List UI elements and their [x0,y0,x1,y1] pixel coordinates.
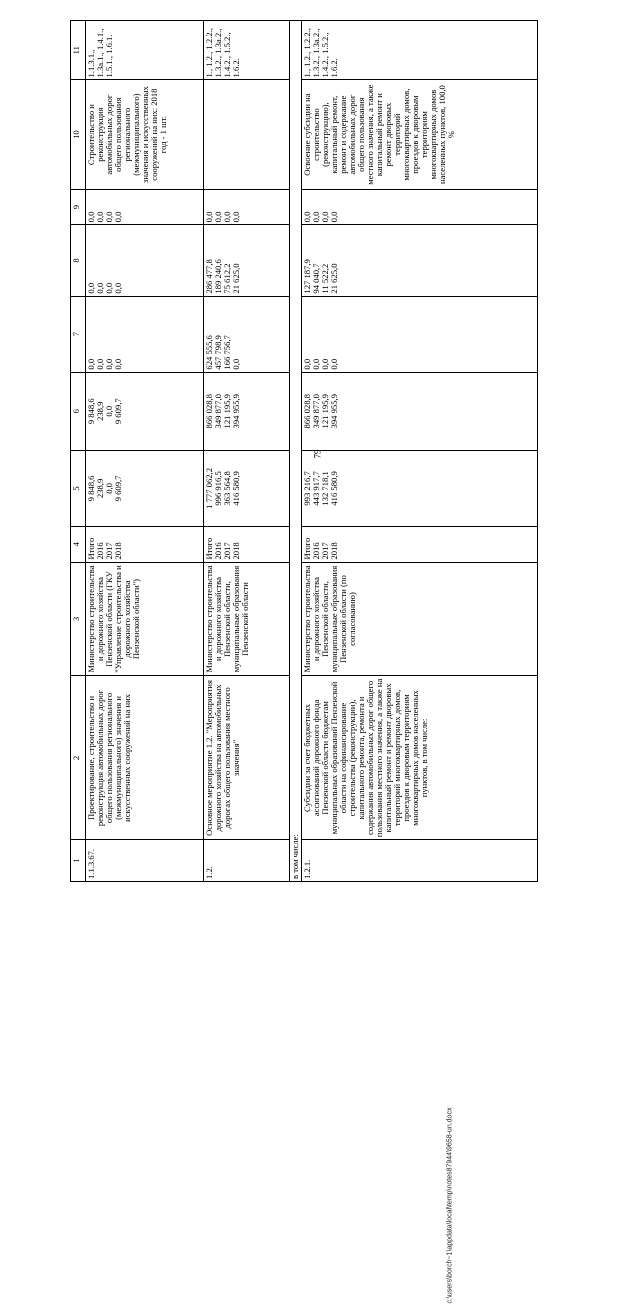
value: 286 477,8 [204,259,214,294]
value: 0,0 [213,211,224,223]
year-2017: 2017 [104,542,115,560]
table-row [302,21,538,882]
value: 993 216,7 [302,471,313,506]
cell-number: 1.2. [204,840,290,882]
cell-col9 [86,189,204,225]
col-header-7: 7 [71,296,86,372]
value: 0,0 [86,282,96,294]
cell-indicator: Строительство и реконструкция автомобильных дорог общего пользования регионального (межмуниципального) значения и искусственных сооружений на них: 2018 год - 1 шт. [86,80,204,189]
value: 0,0 [86,358,96,370]
value: 394 955,9 [231,394,242,429]
value: 21 625,0 [231,263,242,294]
value: 0,0 [104,358,115,370]
value: 0,0 [320,211,331,223]
cell-years [302,526,538,562]
value: 11 522,2 [320,263,331,294]
value: 0,0 [95,358,106,370]
cell-col8 [86,225,204,296]
value: 1 777 062,2 [204,468,214,509]
value: 416 580,9 [231,471,242,506]
value: 349 877,0 [311,394,322,429]
cell-target-link: 1., 1.2., 1.2.2., 1.3.2., 1.3a.2., 1.4.2., 1.5.2., 1.6.2. [302,21,538,81]
cell-col6 [86,372,204,450]
value: 443 917,7 [311,471,322,506]
year-2017: 2017 [222,542,233,560]
col-header-4: 4 [71,526,86,562]
year-total: Итого [86,537,96,560]
value: 0,0 [302,211,313,223]
col-header-1: 1 [71,840,86,882]
year-2018: 2018 [231,542,242,560]
cell-col5 [204,450,290,526]
header-row [71,21,86,882]
value: 238,9 [95,478,106,499]
cell-indicator: Освоение субсидии на строительство (реконструкцию), капитальный ремонт, ремонт и содержание автомобильных дорог общего пользования местного значения, а также капитальный ремонт и ремонт дворовых территорий многоквартирных домов, проездов к дворовым территориям многоквартирных домов населенных пунктов, 100,0 % [302,80,538,189]
col-header-3: 3 [71,562,86,676]
cell-executor: Министерство строительства и дорожного хозяйства Пензенской области (ГКУ "Управление строительства и дорожного хозяйства Пензенской области") [86,562,204,676]
value: 75 612,2 [222,263,233,294]
cell-col7 [204,296,290,372]
value: 0,0 [113,211,124,223]
value: 189 240,6 [213,259,224,294]
cell-col8 [302,225,538,296]
value: 0,0 [95,282,106,294]
value: 0,0 [329,358,340,370]
year-2018: 2018 [329,542,340,560]
value: 0,0 [113,358,124,370]
col-header-2: 2 [71,676,86,840]
value: 0,0 [113,282,124,294]
cell-col7 [302,296,538,372]
section-label-row [290,21,302,882]
value: 238,9 [95,401,106,421]
value: 363 564,8 [222,471,233,506]
value: 0,0 [95,211,106,223]
col-header-11: 11 [71,21,86,81]
value: 166 756,7 [222,335,233,370]
value: 0,0 [204,211,214,223]
value: 9 609,7 [113,398,124,425]
value: 0,0 [222,211,233,223]
col-header-10: 10 [71,80,86,189]
year-total: Итого [302,537,313,560]
value: 121 195,9 [320,394,331,429]
value: 996 916,5 [213,471,224,506]
cell-col5 [86,450,204,526]
cell-col7 [86,296,204,372]
footer-file-path: c:\users\borch~1\appdata\local\temp\notes87944\9658-un.docx [446,1107,454,1304]
value: 0,0 [104,483,115,494]
value: 121 195,9 [222,394,233,429]
cell-number: 1.2.1. [302,840,538,882]
value: 21 625,0 [329,263,340,294]
col-header-5: 5 [71,450,86,526]
table-row [86,21,204,882]
value: 394 955,9 [329,394,340,429]
value: 349 877,0 [213,394,224,429]
cell-col5 [302,450,538,526]
value: 0,0 [320,358,331,370]
value: 0,0 [311,358,322,370]
cell-col6 [204,372,290,450]
page-number: 79 [312,449,323,459]
value: 0,0 [104,405,115,417]
cell-years [86,526,204,562]
value: 9 848,6 [86,475,96,502]
col-header-9: 9 [71,189,86,225]
value: 0,0 [231,358,242,370]
cell-executor: Министерство строительства и дорожного хозяйства Пензенской области, муниципальные образования Пензенской области (по согласованию) [302,562,538,676]
cell-col6 [302,372,538,450]
value: 0,0 [311,211,322,223]
value: 0,0 [231,211,242,223]
cell-col8 [204,225,290,296]
value: 624 555,6 [204,335,214,370]
cell-measure-name: Основное мероприятие 1.2. "Мероприятия дорожного хозяйства на автомобильных дорогах общего пользования местного значения" [204,676,290,840]
value: 127 187,9 [302,259,313,294]
year-2016: 2016 [213,542,224,560]
cell-measure-name: Проектирование, строительство и реконструкция автомобильных дорог общего пользования регионального (межмуниципального) значения и искусственных сооружений на них [86,676,204,840]
table-row [204,21,290,882]
value: 0,0 [104,282,115,294]
program-measures-table [70,20,538,882]
value: 457 798,9 [213,335,224,370]
cell-col9 [302,189,538,225]
value: 866 028,8 [204,394,214,429]
value: 0,0 [302,358,313,370]
value: 94 040,7 [311,263,322,294]
year-2016: 2016 [311,542,322,560]
cell-number: 1.1.3.67. [86,840,204,882]
section-label: в том числе: [290,21,302,882]
value: 0,0 [104,211,115,223]
value: 9 848,6 [86,398,96,425]
cell-years [204,526,290,562]
value: 0,0 [86,211,96,223]
value: 0,0 [329,211,340,223]
year-2016: 2016 [95,542,106,560]
value: 416 580,9 [329,471,340,506]
col-header-8: 8 [71,225,86,296]
cell-col9 [204,189,290,225]
value: 866 028,8 [302,394,313,429]
year-total: Итого [204,537,214,560]
year-2018: 2018 [113,542,124,560]
cell-measure-name: Субсидии за счет бюджетных ассигнований дорожного фонда Пензенской области бюджетам муниципальных образований Пензенской области на софинансирование строительства (реконструкции), капитального ремонта, ремонта и содержания автомобильных дорог общего пользования местного значения, а также на капитальный ремонт и ремонт дворовых территорий многоквартирных домов, проездов к дворовым территориям многоквартирных домов населенных пунктов, в том числе: [302,676,538,840]
cell-target-link: 1.1.3.1., 1.3a.1., 1.4.1., 1.5.1., 1.6.1. [86,21,204,81]
rotated-table-container [70,20,602,882]
value: 132 718,1 [320,471,331,506]
cell-target-link: 1., 1.2., 1.2.2., 1.3.2., 1.3a.2., 1.4.2., 1.5.2., 1.6.2. [204,21,290,81]
year-2017: 2017 [320,542,331,560]
value: 9 609,7 [113,475,124,502]
col-header-6: 6 [71,372,86,450]
cell-indicator [204,80,290,189]
cell-executor: Министерство строительства и дорожного хозяйства Пензенской области, муниципальные образования Пензенской области [204,562,290,676]
